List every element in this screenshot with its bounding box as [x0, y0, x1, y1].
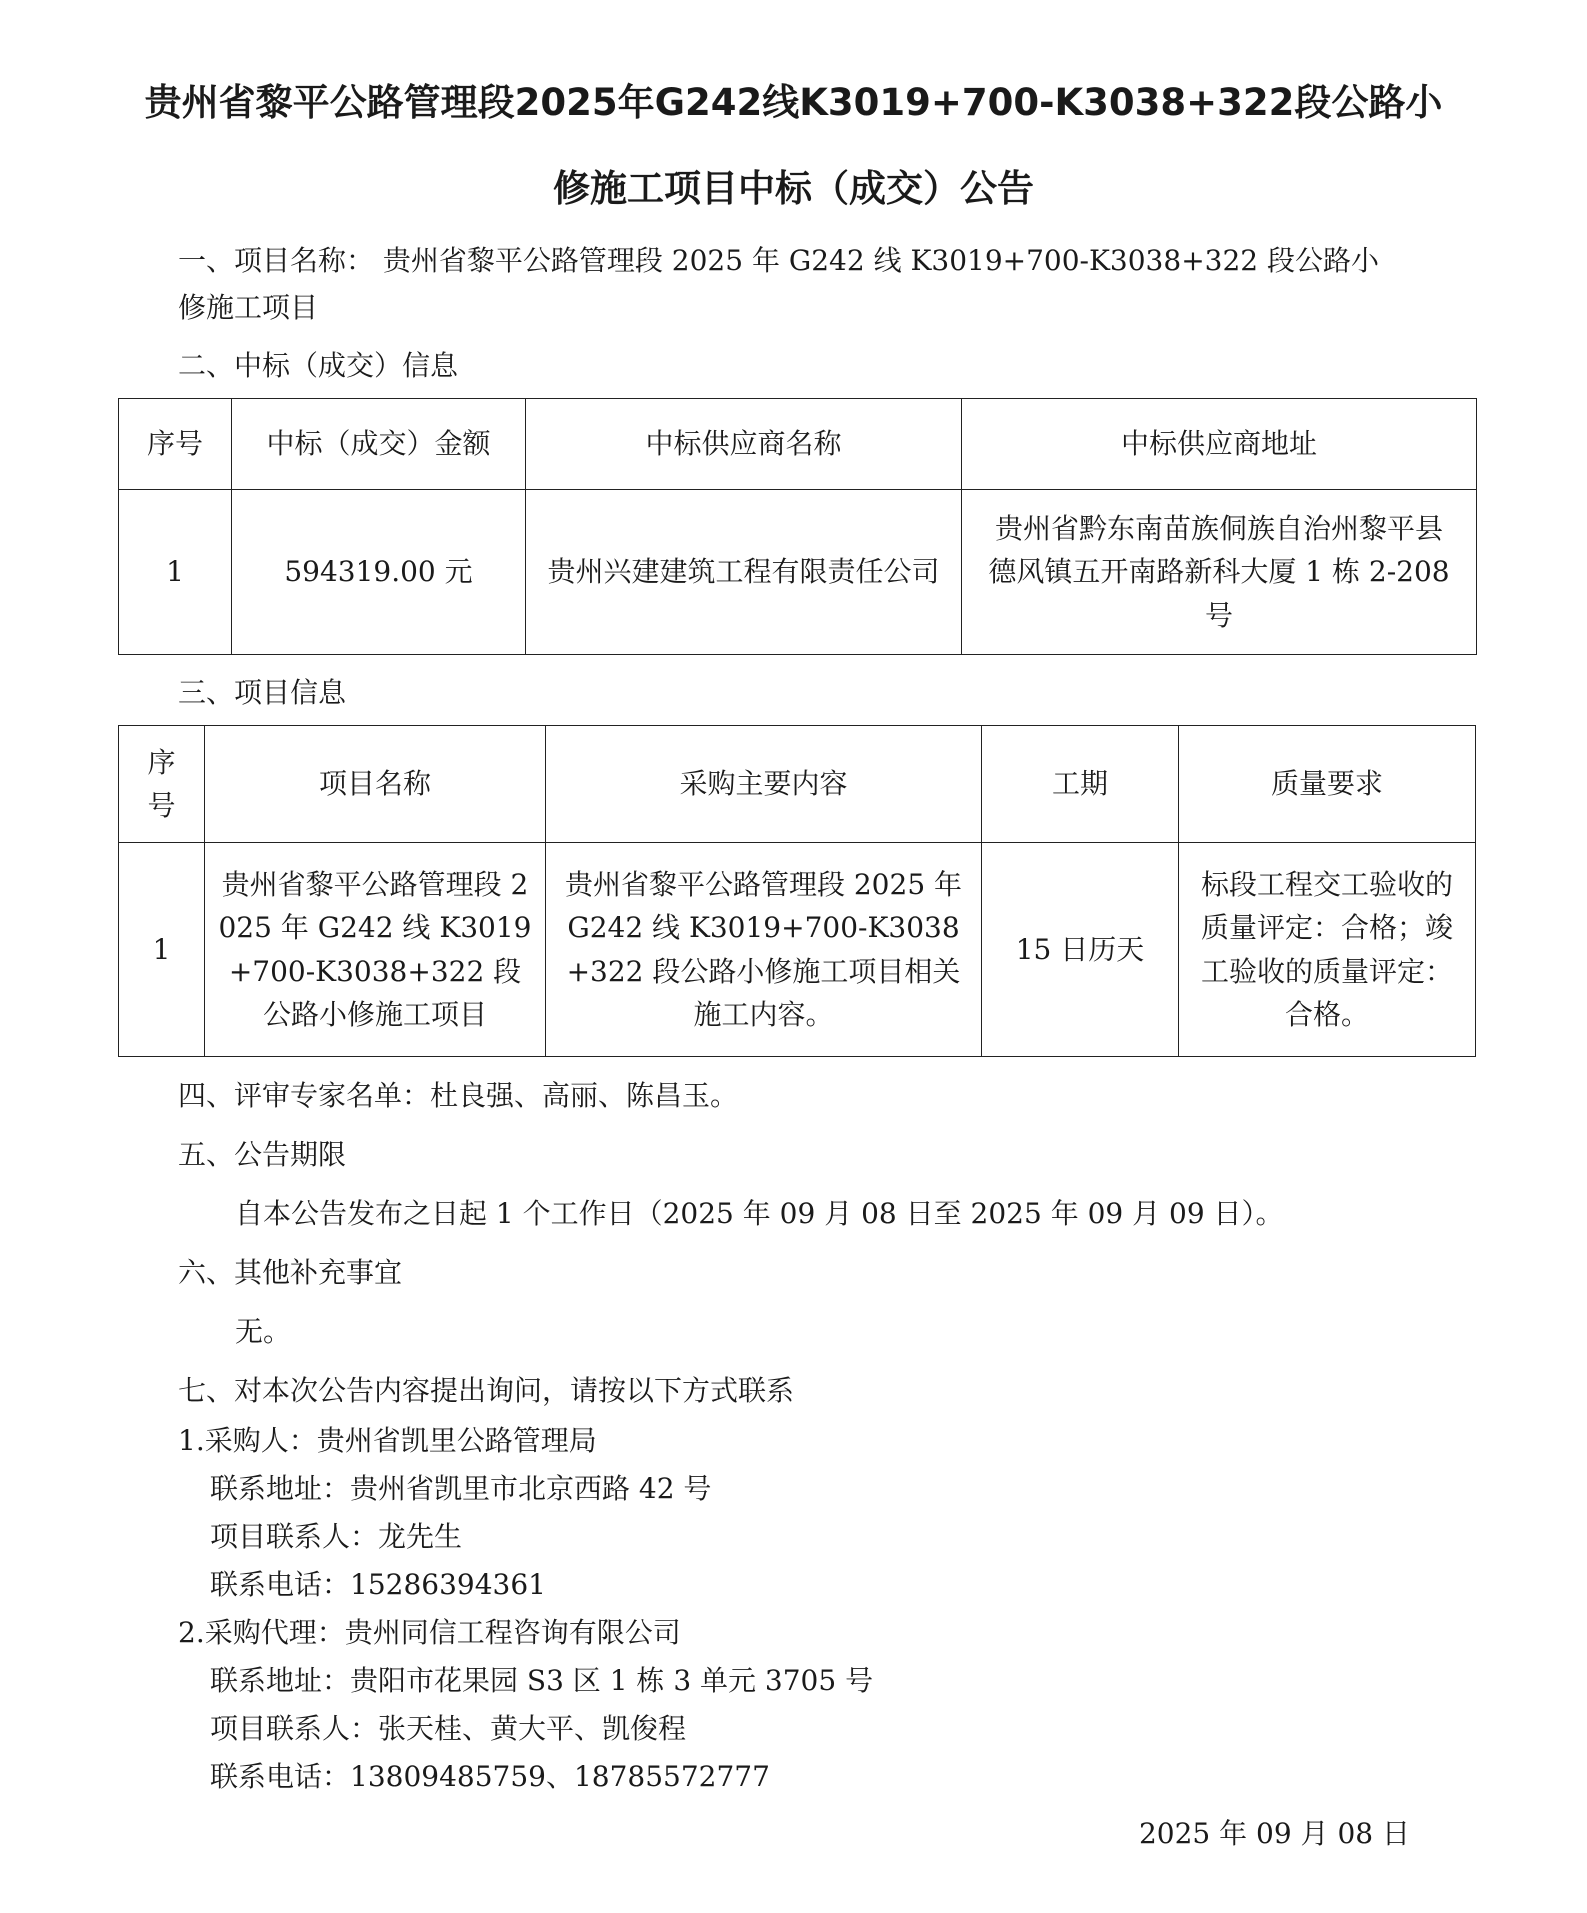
row-number: 1: [119, 490, 232, 655]
agent-contact: 项目联系人：张天桂、黄大平、凯俊程: [210, 1712, 687, 1745]
row-number: 1: [119, 843, 205, 1057]
table-header-row: [119, 726, 1476, 843]
section-2-heading: 二、中标（成交）信息: [178, 349, 459, 382]
award-amount: 594319.00 元: [232, 490, 526, 655]
procurement-content-cell: 贵州省黎平公路管理段 2025 年 G242 线 K3019+700-K3038 +322 段公路小修施工项目相关施工内容。: [546, 843, 982, 1057]
award-info-table: [118, 398, 1477, 655]
supplementary-text: 无。: [235, 1315, 292, 1348]
section-6-heading: 六、其他补充事宜: [178, 1256, 403, 1289]
supplier-name: 贵州兴建建筑工程有限责任公司: [526, 490, 962, 655]
project-name-line-1: 一、项目名称： 贵州省黎平公路管理段 2025 年 G242 线 K3019+700-K3038+322 段公路小: [178, 244, 1379, 277]
table-header-cell: 序号: [119, 726, 205, 843]
period-cell: 15 日历天: [982, 843, 1179, 1057]
table-header-cell: 中标（成交）金额: [232, 399, 526, 490]
supplier-address: 贵州省黔东南苗族侗族自治州黎平县德风镇五开南路新科大厦 1 栋 2-208 号: [962, 490, 1477, 655]
table-row: [119, 843, 1476, 1057]
announcement-date: 2025 年 09 月 08 日: [1138, 1817, 1410, 1850]
table-header-cell: 序号: [119, 399, 232, 490]
table-header-cell: 项目名称: [205, 726, 546, 843]
review-experts: 四、评审专家名单：杜良强、高丽、陈昌玉。: [178, 1079, 739, 1112]
table-header-row: [119, 399, 1477, 490]
purchaser-phone: 联系电话：15286394361: [210, 1568, 546, 1601]
announcement-period: 自本公告发布之日起 1 个工作日（2025 年 09 月 08 日至 2025 年 09 月 09 日）。: [235, 1197, 1284, 1230]
quality-cell: 标段工程交工验收的质量评定：合格；竣工验收的质量评定：合格。: [1179, 843, 1476, 1057]
table-header-cell: 质量要求: [1179, 726, 1476, 843]
section-7-heading: 七、对本次公告内容提出询问，请按以下方式联系: [178, 1374, 795, 1407]
section-3-heading: 三、项目信息: [178, 676, 347, 709]
purchaser: 1.采购人：贵州省凯里公路管理局: [178, 1424, 597, 1457]
purchaser-address: 联系地址：贵州省凯里市北京西路 42 号: [210, 1472, 712, 1505]
purchaser-contact: 项目联系人：龙先生: [210, 1520, 463, 1553]
project-name-line-2: 修施工项目: [178, 291, 319, 324]
agent-phone: 联系电话：13809485759、18785572777: [210, 1760, 770, 1793]
table-header-cell: 采购主要内容: [546, 726, 982, 843]
project-info-table: [118, 725, 1476, 1057]
title-line-2: 修施工项目中标（成交）公告: [553, 167, 1034, 210]
table-header-cell: 中标供应商地址: [962, 399, 1477, 490]
table-row: [119, 490, 1477, 655]
table-header-cell: 工期: [982, 726, 1179, 843]
project-name-cell: 贵州省黎平公路管理段 2025 年 G242 线 K3019+700-K3038+322 段公路小修施工项目: [205, 843, 546, 1057]
section-5-heading: 五、公告期限: [178, 1138, 347, 1171]
table-header-cell: 中标供应商名称: [526, 399, 962, 490]
agent: 2.采购代理：贵州同信工程咨询有限公司: [178, 1616, 681, 1649]
agent-address: 联系地址：贵阳市花果园 S3 区 1 栋 3 单元 3705 号: [210, 1664, 874, 1697]
title-line-1: 贵州省黎平公路管理段2025年G242线K3019+700-K3038+322段公路小: [144, 81, 1443, 124]
